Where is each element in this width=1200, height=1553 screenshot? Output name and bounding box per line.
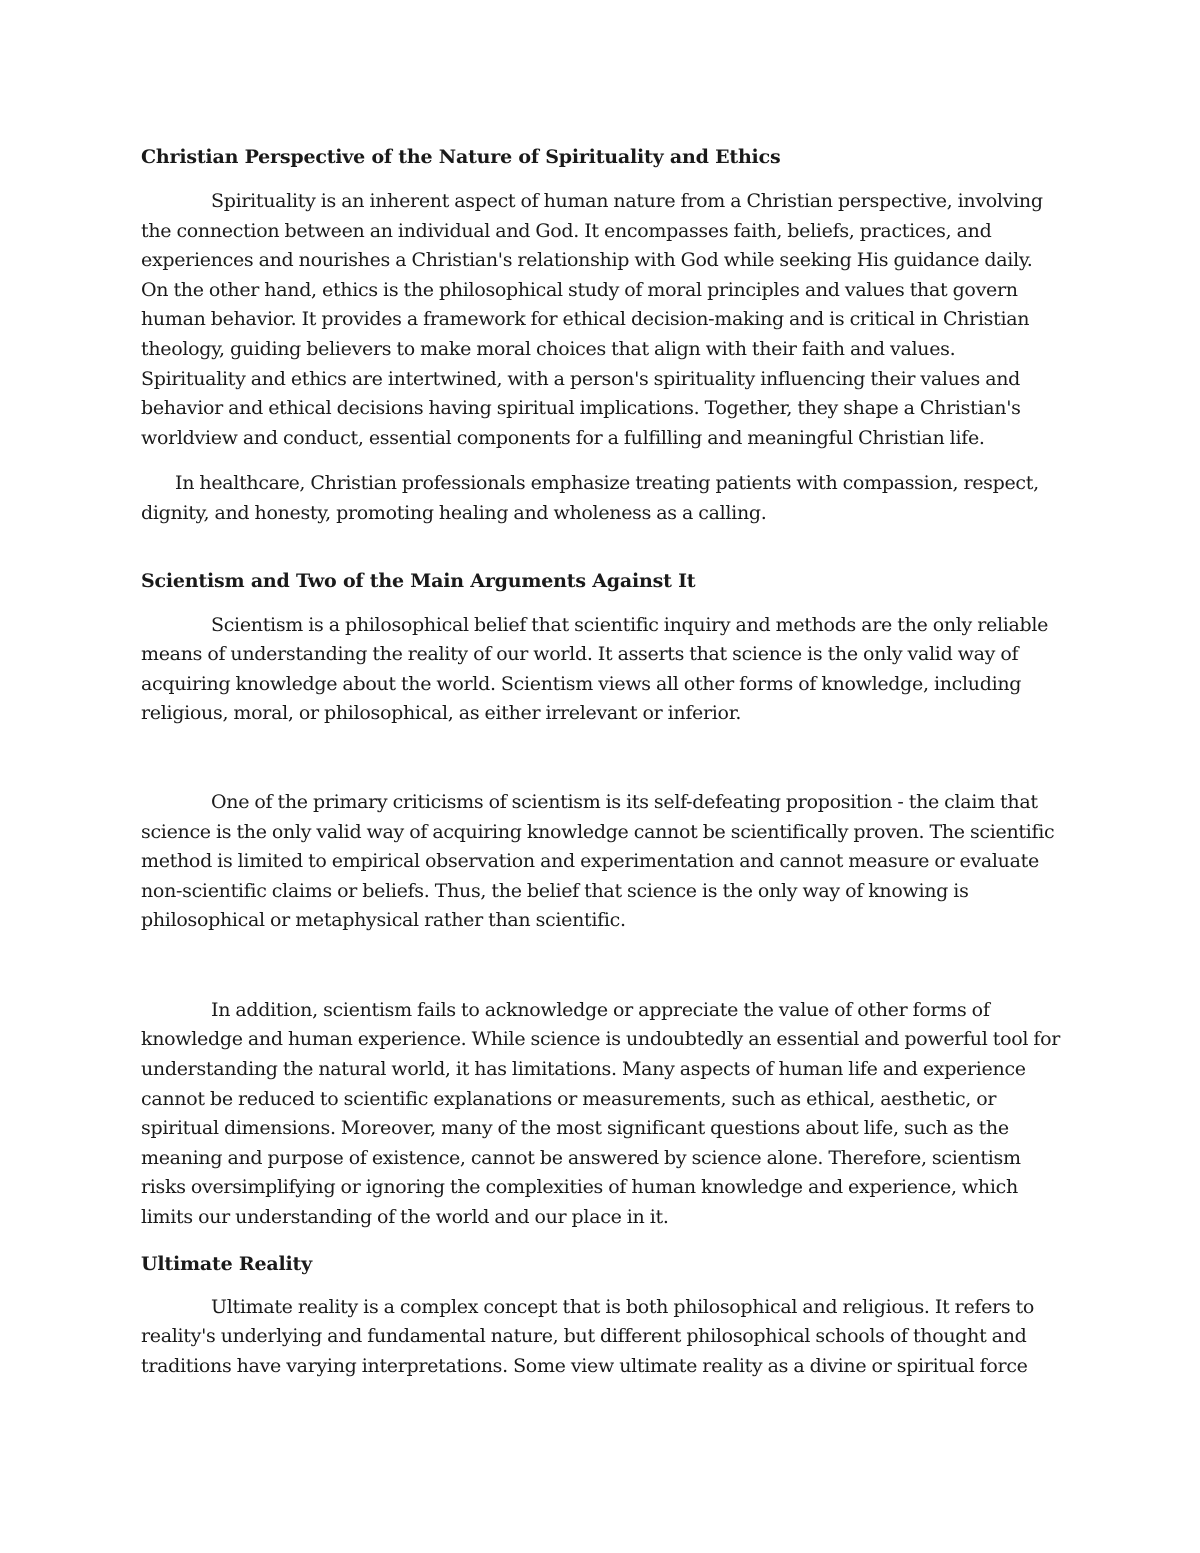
- paragraph-healthcare: In healthcare, Christian professionals emphasize treating patients with compassion, respect, dignity, and honesty, promoting healing and wholeness as a calling.: [141, 472, 1039, 524]
- paragraph-ultimate-reality: Ultimate reality is a complex concept that is both philosophical and religious. It refers to reality's underlying and fundamental nature, but different philosophical schools of thought and traditions have varying interpretations. Some view ultimate reality as a divine or spiritual force: [141, 1295, 1035, 1377]
- paragraph-spirituality-ethics: Spirituality is an inherent aspect of human nature from a Christian perspective, involving the connection between an individual and God. It encompasses faith, beliefs, practices, and experiences and nourishes a Christian's relationship with God while seeking His guidance daily. On the other hand, ethics is the philosophical study of moral principles and values that govern human behavior. It provides a framework for ethical decision-making and is critical in Christian theology, guiding believers to make moral choices that align with their faith and values. Spirituality and ethics are intertwined, with a person's spirituality influencing their values and behavior and ethical decisions having spiritual implications. Together, they shape a Christian's worldview and conduct, essential components for a fulfilling and meaningful Christian life.: [141, 190, 1043, 449]
- section-heading-ultimate-reality: Ultimate Reality: [141, 1252, 312, 1275]
- paragraph-scientism-definition: Scientism is a philosophical belief that scientific inquiry and methods are the only reliable means of understanding the reality of our world. It asserts that science is the only valid way of acquiring knowledge about the world. Scientism views all other forms of knowledge, including religious, moral, or philosophical, as either irrelevant or inferior.: [141, 613, 1049, 725]
- document-body: [141, 142, 1061, 1381]
- section-heading-scientism: Scientism and Two of the Main Arguments Against It: [141, 569, 696, 592]
- paragraph-scientism-criticism-one: One of the primary criticisms of scientism is its self-defeating proposition - the claim that science is the only valid way of acquiring knowledge cannot be scientifically proven. The scientific method is limited to empirical observation and experimentation and cannot measure or evaluate non-scientific claims or beliefs. Thus, the belief that science is the only way of knowing is philosophical or metaphysical rather than scientific.: [141, 790, 1055, 932]
- paragraph-scientism-criticism-two: In addition, scientism fails to acknowledge or appreciate the value of other forms of knowledge and human experience. While science is undoubtedly an essential and powerful tool for understanding the natural world, it has limitations. Many aspects of human life and experience cannot be reduced to scientific explanations or measurements, such as ethical, aesthetic, or spiritual dimensions. Moreover, many of the most significant questions about life, such as the meaning and purpose of existence, cannot be answered by science alone. Therefore, scientism risks oversimplifying or ignoring the complexities of human knowledge and experience, which limits our understanding of the world and our place in it.: [141, 998, 1061, 1229]
- section-heading-christian-perspective: Christian Perspective of the Nature of Spirituality and Ethics: [141, 146, 781, 168]
